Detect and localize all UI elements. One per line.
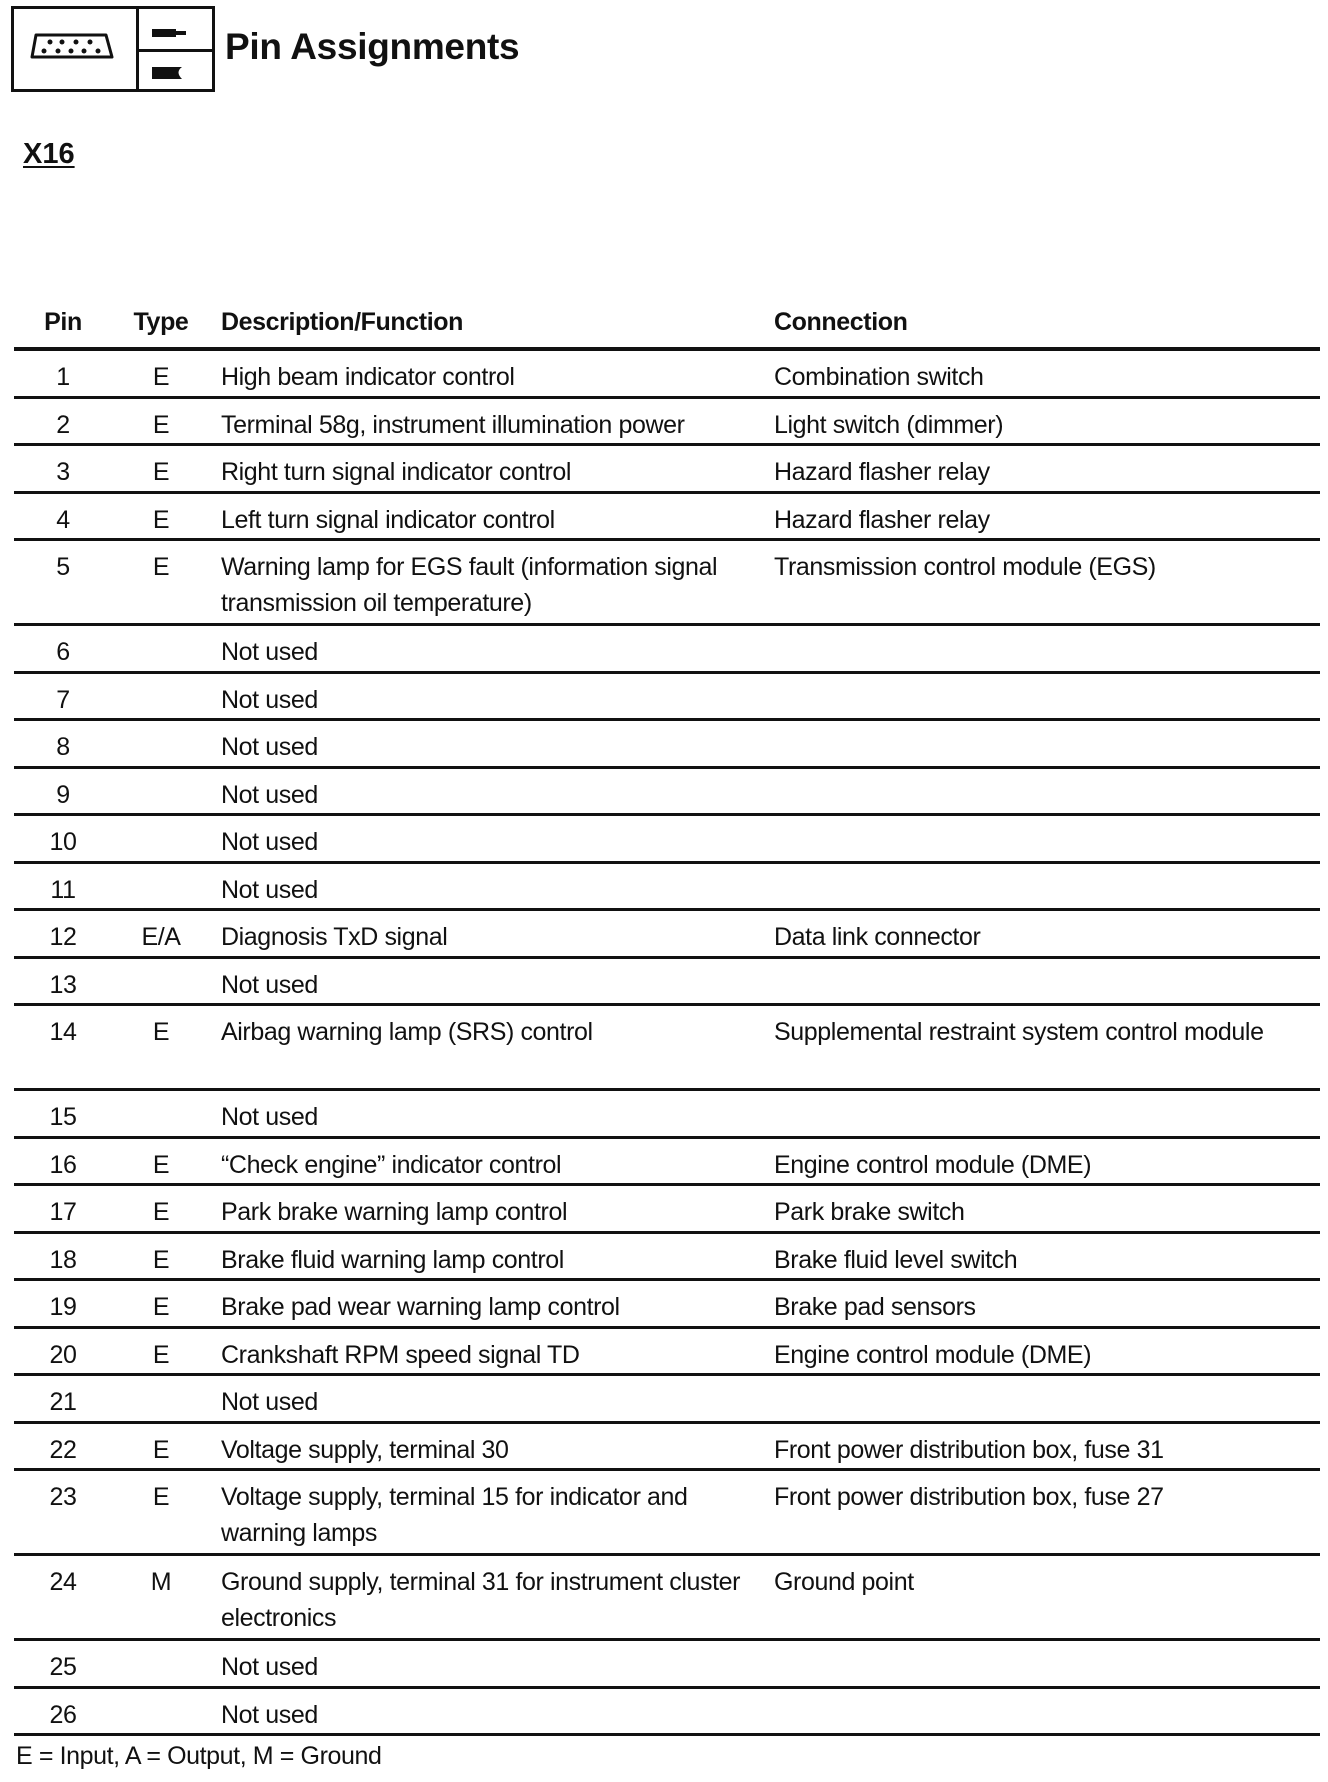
- connection-cell: Combination switch: [774, 363, 984, 391]
- table-row: [14, 959, 1320, 1007]
- pin-cell: 4: [56, 505, 70, 534]
- type-cell: E: [152, 1245, 170, 1274]
- table-row: [14, 1641, 1320, 1689]
- description-cell: Not used: [221, 1388, 318, 1416]
- connection-cell: Light switch (dimmer): [774, 410, 1004, 439]
- pin-cell: 3: [56, 458, 70, 486]
- type-cell: E: [152, 553, 170, 581]
- table-row: [14, 1471, 1320, 1556]
- connection-cell: [763, 729, 1320, 766]
- col-desc-header: Description/Function: [221, 308, 464, 336]
- connection-cell: Ground point: [774, 1568, 914, 1596]
- type-cell: E: [152, 363, 170, 391]
- pin-socket-icon: [142, 9, 212, 89]
- pin-cell: 12: [49, 923, 77, 951]
- type-cell: [112, 634, 210, 671]
- type-cell: E: [152, 1198, 170, 1226]
- connection-cell: [763, 1384, 1320, 1421]
- table-row: [14, 769, 1320, 817]
- connection-cell: [763, 872, 1320, 909]
- table-row: [14, 1006, 1320, 1091]
- table-row: [14, 1091, 1320, 1139]
- table-row: [14, 864, 1320, 912]
- type-cell: [112, 1099, 210, 1136]
- description-cell: Voltage supply, terminal 15 for indicator and warning lamps: [221, 1483, 688, 1547]
- type-cell: E: [152, 410, 170, 439]
- type-cell: [112, 682, 210, 719]
- pin-cell: 2: [56, 410, 70, 439]
- type-cell: E/A: [141, 923, 181, 951]
- connection-cell: Front power distribution box, fuse 31: [774, 1435, 1164, 1464]
- pin-cell: 1: [56, 363, 70, 391]
- description-cell: Not used: [221, 1653, 318, 1681]
- table-row: [14, 674, 1320, 722]
- type-cell: [112, 777, 210, 814]
- table-row: [14, 494, 1320, 542]
- table-row: [14, 1186, 1320, 1234]
- connection-cell: Park brake switch: [774, 1198, 965, 1226]
- connection-cell: Data link connector: [774, 923, 981, 951]
- description-cell: Not used: [221, 970, 318, 999]
- type-cell: [112, 729, 210, 766]
- connection-cell: [763, 967, 1320, 1004]
- connection-cell: Engine control module (DME): [774, 1340, 1092, 1369]
- table-row: [14, 1234, 1320, 1282]
- description-cell: Not used: [221, 685, 318, 714]
- description-cell: Diagnosis TxD signal: [221, 923, 448, 951]
- pin-cell: 19: [49, 1293, 77, 1321]
- table-row: [14, 446, 1320, 494]
- type-cell: E: [152, 1150, 170, 1179]
- description-cell: Brake pad wear warning lamp control: [221, 1293, 620, 1321]
- description-cell: Right turn signal indicator control: [221, 458, 572, 486]
- description-cell: Ground supply, terminal 31 for instrument cluster electronics: [221, 1568, 741, 1632]
- connection-cell: [763, 634, 1320, 671]
- description-cell: High beam indicator control: [221, 363, 515, 391]
- description-cell: Left turn signal indicator control: [221, 505, 555, 534]
- type-cell: [112, 824, 210, 861]
- connection-cell: Engine control module (DME): [774, 1150, 1092, 1179]
- connection-cell: Supplemental restraint system control module: [774, 1018, 1264, 1046]
- pin-cell: 11: [50, 875, 76, 904]
- connection-cell: [763, 1649, 1320, 1686]
- pin-cell: 25: [49, 1653, 77, 1681]
- description-cell: Not used: [221, 875, 318, 904]
- pin-cell: 20: [49, 1340, 77, 1369]
- pin-cell: 16: [49, 1150, 77, 1179]
- description-cell: Terminal 58g, instrument illumination power: [221, 410, 685, 439]
- pin-cell: 17: [49, 1198, 77, 1226]
- connector-id: X16: [23, 138, 75, 170]
- description-cell: Crankshaft RPM speed signal TD: [221, 1340, 580, 1369]
- table-row: [14, 911, 1320, 959]
- connection-cell: [763, 1697, 1320, 1734]
- table-row: [14, 1281, 1320, 1329]
- description-cell: Not used: [221, 638, 318, 666]
- pin-cell: 6: [56, 638, 70, 666]
- connection-cell: Brake fluid level switch: [774, 1245, 1018, 1274]
- pin-table: [14, 300, 1320, 1736]
- pin-cell: 26: [49, 1700, 77, 1729]
- table-row: [14, 1376, 1320, 1424]
- connection-cell: [763, 682, 1320, 719]
- page-title: Pin Assignments: [225, 26, 520, 67]
- pin-cell: 23: [49, 1483, 77, 1511]
- description-cell: Park brake warning lamp control: [221, 1198, 568, 1226]
- table-row: [14, 816, 1320, 864]
- col-conn-header: Connection: [774, 308, 908, 336]
- pin-cell: 13: [49, 970, 77, 999]
- pin-cell: 5: [56, 553, 70, 581]
- table-row: [14, 1424, 1320, 1472]
- connector-pin-icon: [11, 6, 215, 92]
- connection-cell: Brake pad sensors: [774, 1293, 976, 1321]
- type-cell: E: [152, 1293, 170, 1321]
- table-row: [14, 1139, 1320, 1187]
- pin-cell: 24: [49, 1568, 77, 1596]
- pin-cell: 21: [49, 1388, 77, 1416]
- col-pin-header: Pin: [44, 308, 82, 336]
- type-cell: [112, 1697, 210, 1734]
- description-cell: Not used: [221, 733, 318, 761]
- pin-cell: 18: [49, 1245, 77, 1274]
- pin-cell: 9: [56, 780, 70, 809]
- col-type-header: Type: [133, 308, 189, 336]
- pin-cell: 7: [56, 685, 70, 714]
- description-cell: Not used: [221, 780, 318, 809]
- connection-cell: [763, 824, 1320, 861]
- type-cell: E: [152, 458, 170, 486]
- connection-cell: Hazard flasher relay: [774, 458, 990, 486]
- description-cell: “Check engine” indicator control: [221, 1150, 562, 1179]
- table-row: [14, 626, 1320, 674]
- type-cell: [112, 1649, 210, 1686]
- table-header: [14, 300, 1320, 351]
- table-row: [14, 541, 1320, 626]
- type-cell: E: [152, 1435, 170, 1464]
- description-cell: Not used: [221, 1700, 318, 1729]
- type-cell: E: [152, 1018, 170, 1046]
- type-legend: E = Input, A = Output, M = Ground: [16, 1742, 382, 1770]
- connection-cell: [763, 1099, 1320, 1136]
- type-cell: [112, 872, 210, 909]
- description-cell: Warning lamp for EGS fault (information signal transmission oil temperature): [221, 553, 718, 617]
- table-row: [14, 399, 1320, 447]
- type-cell: [112, 967, 210, 1004]
- description-cell: Voltage supply, terminal 30: [221, 1435, 509, 1464]
- description-cell: Brake fluid warning lamp control: [221, 1245, 564, 1274]
- table-row: [14, 351, 1320, 399]
- type-cell: E: [152, 505, 170, 534]
- pin-cell: 14: [49, 1018, 77, 1046]
- type-cell: E: [152, 1483, 170, 1511]
- pin-cell: 22: [49, 1435, 77, 1464]
- pin-cell: 8: [56, 733, 70, 761]
- type-cell: E: [152, 1340, 170, 1369]
- connection-cell: Hazard flasher relay: [774, 505, 990, 534]
- connection-cell: Front power distribution box, fuse 27: [774, 1483, 1164, 1511]
- table-row: [14, 1329, 1320, 1377]
- table-row: [14, 1556, 1320, 1641]
- description-cell: Airbag warning lamp (SRS) control: [221, 1018, 593, 1046]
- connection-cell: [763, 777, 1320, 814]
- table-row: [14, 721, 1320, 769]
- description-cell: Not used: [221, 828, 318, 856]
- pin-cell: 15: [49, 1103, 77, 1131]
- description-cell: Not used: [221, 1103, 318, 1131]
- pin-cell: 10: [49, 828, 77, 856]
- type-cell: M: [150, 1568, 172, 1596]
- type-cell: [112, 1384, 210, 1421]
- connection-cell: Transmission control module (EGS): [774, 553, 1156, 581]
- table-row: [14, 1689, 1320, 1737]
- connector-plug-icon: [14, 9, 134, 89]
